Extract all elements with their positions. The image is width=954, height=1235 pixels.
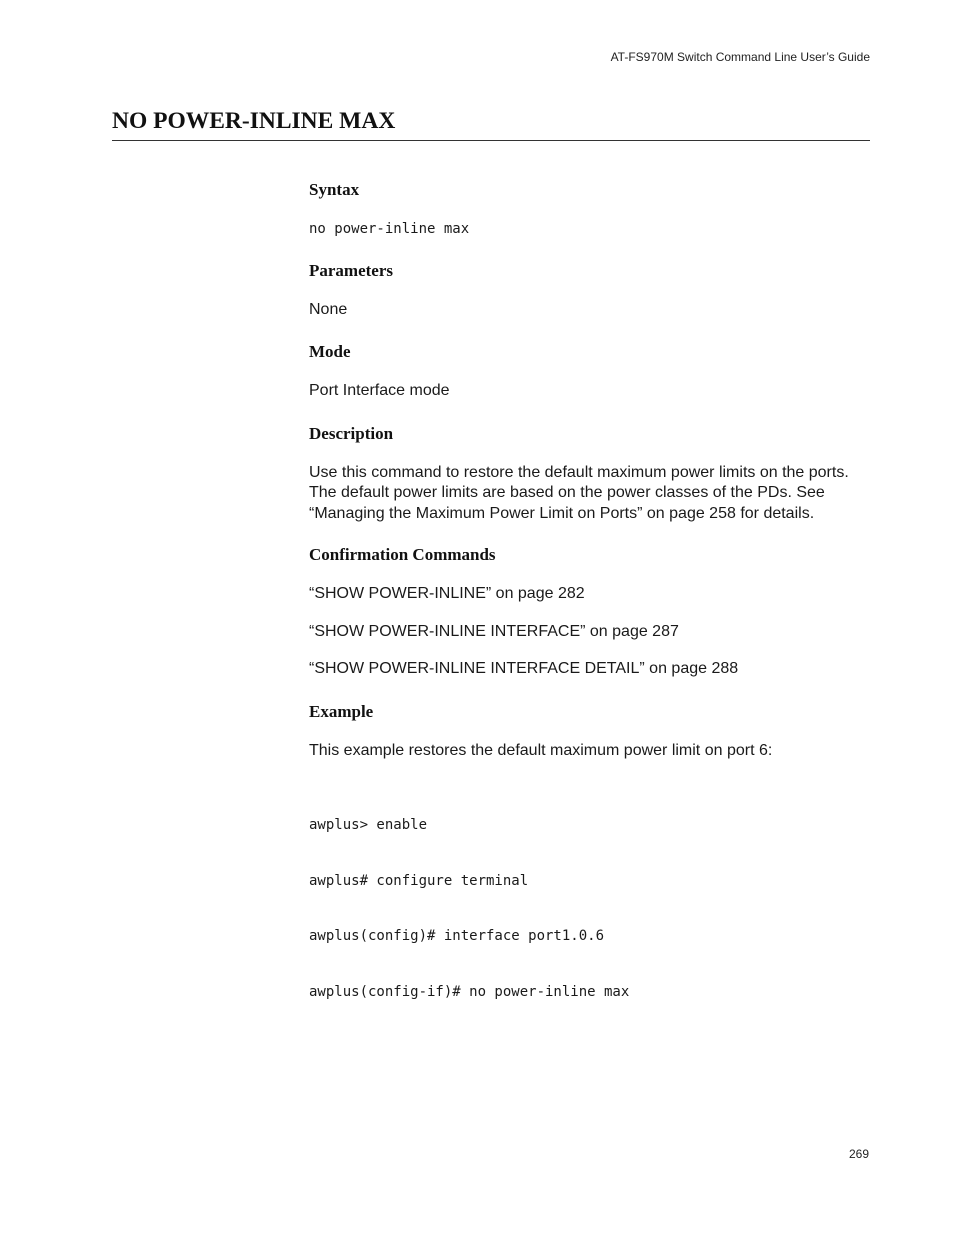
parameters-heading: Parameters [309, 260, 394, 280]
parameters-text: None [309, 300, 348, 318]
page-number: 269 [848, 1147, 869, 1161]
description-heading: Description [309, 423, 394, 443]
example-code-line: awplus(config-if)# no power-inline max [309, 983, 630, 1000]
example-code-line: awplus(config)# interface port1.0.6 [309, 928, 605, 944]
example-heading: Example [309, 701, 374, 721]
running-header: AT-FS970M Switch Command Line User’s Guide [610, 50, 870, 64]
mode-heading: Mode [309, 342, 351, 361]
example-text: This example restores the default maximum power limit on port 6: [309, 741, 773, 759]
confirmation-heading: Confirmation Commands [309, 545, 496, 564]
confirmation-item: “SHOW POWER-INLINE INTERFACE DETAIL” on page 288 [309, 660, 739, 677]
example-code-line: awplus> enable [309, 817, 428, 833]
example-code-line: awplus# configure terminal [309, 872, 529, 889]
description-text: Use this command to restore the default maximum power limits on the ports. The default power limits are based on the power classes of the PDs. See “Managing the Maximum Power Limit on Ports” on page 258 for details. [309, 463, 849, 522]
title-rule [112, 140, 870, 141]
page-title: NO POWER-INLINE MAX [112, 108, 396, 134]
content-column [309, 180, 870, 1038]
confirmation-item: “SHOW POWER-INLINE” on page 282 [309, 585, 585, 602]
mode-text: Port Interface mode [309, 382, 450, 399]
confirmation-item: “SHOW POWER-INLINE INTERFACE” on page 287 [309, 622, 679, 640]
syntax-code: no power-inline max [309, 221, 470, 237]
syntax-heading: Syntax [309, 180, 360, 199]
example-code-block [309, 779, 870, 1038]
